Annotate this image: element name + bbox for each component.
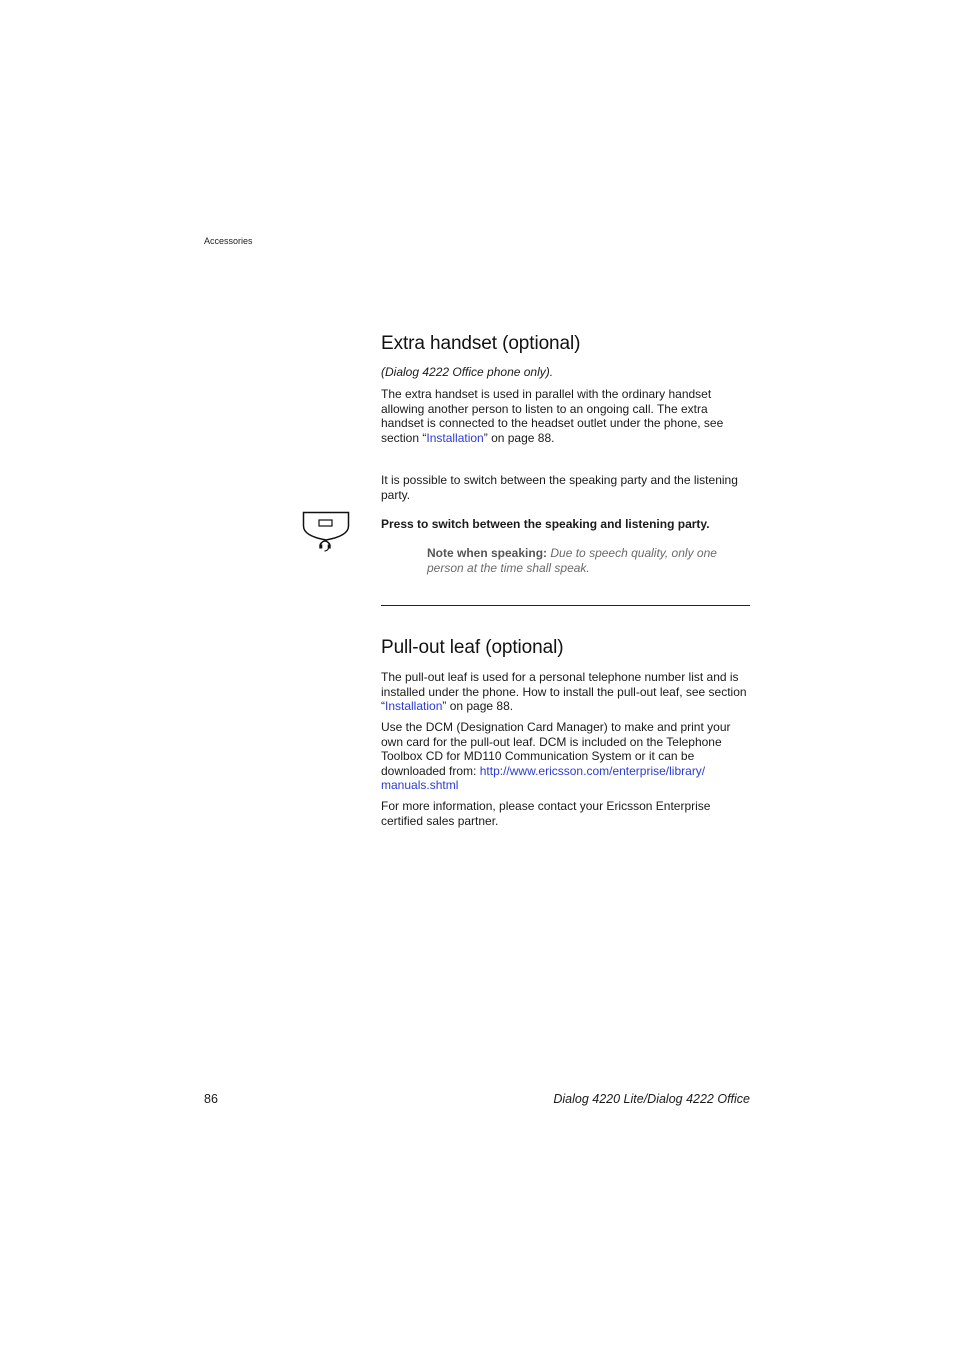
pull-out-leaf-description: [381, 670, 751, 714]
more-info-text: For more information, please contact your Ericsson Enterprise certified sales partner.: [381, 799, 711, 828]
installation-link[interactable]: Installation: [385, 699, 443, 713]
para-text: Use the DCM (Designation Card Manager) to make and print your own card for the pull-out leaf. DCM is included on the Telephone Toolbox CD for MD110 Communication System or it can be downloaded from:: [381, 720, 731, 778]
page-number: 86: [204, 1092, 218, 1106]
note-label: Note when speaking:: [427, 546, 548, 560]
section-title-pull-out-leaf: Pull-out leaf (optional): [381, 637, 564, 658]
link-line-2: manuals.shtml: [381, 778, 459, 792]
section-subtitle: (Dialog 4222 Office phone only).: [381, 365, 554, 379]
switch-instruction: Press to switch between the speaking and listening party.: [381, 517, 710, 531]
section-title-extra-handset: Extra handset (optional): [381, 333, 581, 354]
switch-description: It is possible to switch between the speaking party and the listening party.: [381, 473, 738, 502]
para-text: The extra handset is used in parallel with the ordinary handset allowing another person to listen to an ongoing call. The extra handset is connected to the headset outlet under the phone, see section “: [381, 387, 724, 445]
document-title: Dialog 4220 Lite/Dialog 4222 Office: [553, 1092, 750, 1106]
para-text: ” on page 88.: [442, 699, 514, 713]
headset-key-icon: [302, 510, 350, 552]
installation-link[interactable]: Installation: [426, 430, 484, 445]
note-speaking: [427, 546, 747, 575]
note-text: Due to speech quality, only one person at the time shall speak.: [427, 546, 717, 575]
section-divider: [381, 605, 750, 606]
running-header: Accessories: [204, 236, 253, 246]
link-line-1: http://www.ericsson.com/enterprise/library/: [479, 763, 706, 778]
para-text: ” on page 88.: [483, 430, 555, 445]
extra-handset-description: [381, 387, 751, 445]
dcm-description: [381, 720, 751, 793]
para-text: The pull-out leaf is used for a personal telephone number list and is installed under the phone. How to install the pull-out leaf, see section “: [381, 670, 747, 713]
